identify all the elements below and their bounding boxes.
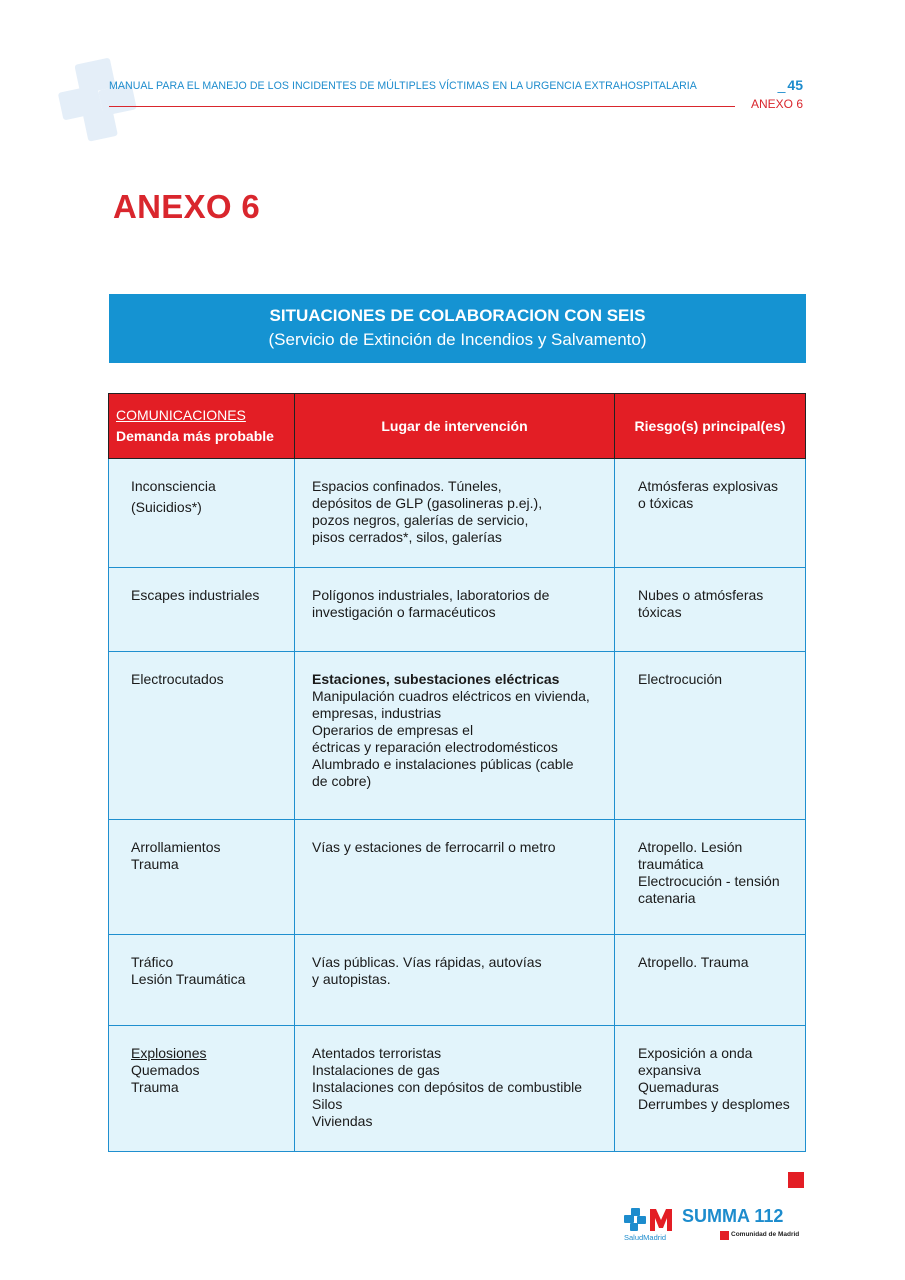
- cell-line: Atentados terroristas: [312, 1045, 442, 1061]
- cell-line: tóxicas: [638, 604, 682, 620]
- demand-cell: [109, 652, 295, 820]
- place-cell: [295, 568, 615, 652]
- demand-cell: [109, 1026, 295, 1152]
- cell-line: Trauma: [131, 856, 179, 872]
- cell-line: Tráfico: [131, 954, 174, 970]
- cell-line: o tóxicas: [638, 495, 694, 511]
- header-demand-label: Demanda más probable: [116, 428, 274, 444]
- page-title: ANEXO 6: [113, 188, 260, 225]
- table-row: [109, 459, 806, 568]
- cell-line: Inconsciencia: [131, 478, 216, 494]
- cell-line: Electrocución - tensión: [638, 873, 780, 889]
- table-header-row: [109, 394, 806, 459]
- banner-subtitle: (Servicio de Extinción de Incendios y Salvamento): [268, 330, 647, 349]
- table-banner: [109, 294, 806, 363]
- cell-line: Atropello. Lesión: [638, 839, 743, 855]
- cell-line: Nubes o atmósferas: [638, 587, 764, 603]
- cell-line: Electrocución: [638, 671, 723, 687]
- cell-line: traumática: [638, 856, 704, 872]
- cell-line: Trauma: [131, 1079, 179, 1095]
- cell-line: Escapes industriales: [131, 587, 260, 603]
- risk-cell: [615, 935, 806, 1026]
- table-row: [109, 820, 806, 935]
- salud-madrid-logo-icon: [622, 1206, 678, 1232]
- cell-line: Polígonos industriales, laboratorios de: [312, 587, 550, 603]
- cell-line: Viviendas: [312, 1113, 373, 1129]
- comunidad-madrid-flag-icon: [720, 1231, 729, 1240]
- cell-line: Silos: [312, 1096, 343, 1112]
- cell-line: Vías públicas. Vías rápidas, autovías: [312, 954, 542, 970]
- table-row: [109, 568, 806, 652]
- cell-line: (Suicidios*): [131, 499, 202, 515]
- summa-112-logo-text: SUMMA 112: [682, 1206, 784, 1226]
- cell-line: Atropello. Trauma: [638, 954, 749, 970]
- cell-line: pisos cerrados*, silos, galerías: [312, 529, 502, 545]
- cell-line: Alumbrado e instalaciones públicas (cable: [312, 756, 574, 772]
- running-header: [109, 78, 803, 114]
- cell-line: Manipulación cuadros eléctricos en vivienda,: [312, 688, 590, 704]
- place-cell: [295, 459, 615, 568]
- manual-title: MANUAL PARA EL MANEJO DE LOS INCIDENTES DE MÚLTIPLES VÍCTIMAS EN LA URGENCIA EXTRAHOSPITALARIA: [109, 80, 697, 92]
- table-row: [109, 1026, 806, 1152]
- cell-line: investigación o farmacéuticos: [312, 604, 496, 620]
- footer-logos: [622, 1206, 812, 1246]
- page-number: _ 45: [777, 77, 803, 93]
- header-communications-label: COMUNICACIONES: [116, 407, 246, 423]
- situations-table: [108, 393, 806, 1152]
- cell-line: Instalaciones de gas: [312, 1062, 440, 1078]
- cell-line: Electrocutados: [131, 671, 224, 687]
- cell-line: Quemaduras: [638, 1079, 719, 1095]
- cell-line: Derrumbes y desplomes: [638, 1096, 790, 1112]
- cell-line: pozos negros, galerías de servicio,: [312, 512, 529, 528]
- table-row: [109, 652, 806, 820]
- demand-cell: [109, 459, 295, 568]
- cell-line: Vías y estaciones de ferrocarril o metro: [312, 839, 556, 855]
- cell-line: Arrollamientos: [131, 839, 221, 855]
- risk-cell: [615, 568, 806, 652]
- demand-cell: [109, 935, 295, 1026]
- place-cell: [295, 935, 615, 1026]
- cell-line: Explosiones: [131, 1045, 207, 1061]
- cell-line: Atmósferas explosivas: [638, 478, 779, 494]
- header-communications: [109, 394, 295, 459]
- cell-line: Exposición a onda: [638, 1045, 753, 1061]
- risk-cell: [615, 1026, 806, 1152]
- cell-line-bold: Estaciones, subestaciones eléctricas: [312, 671, 560, 687]
- header-risk: Riesgo(s) principal(es): [615, 394, 806, 459]
- cell-line: y autopistas.: [312, 971, 391, 987]
- cell-line: Lesión Traumática: [131, 971, 246, 987]
- cell-line: de cobre): [312, 773, 372, 789]
- place-cell: [295, 652, 615, 820]
- demand-cell: [109, 568, 295, 652]
- cell-line: Operarios de empresas el: [312, 722, 474, 738]
- header-section: ANEXO 6: [750, 97, 803, 111]
- header-place: Lugar de intervención: [295, 394, 615, 459]
- risk-cell: [615, 652, 806, 820]
- cell-line: expansiva: [638, 1062, 702, 1078]
- cell-line: éctricas y reparación electrodomésticos: [312, 739, 558, 755]
- place-cell: [295, 820, 615, 935]
- risk-cell: [615, 820, 806, 935]
- place-cell: [295, 1026, 615, 1152]
- cell-line: Instalaciones con depósitos de combustible: [312, 1079, 583, 1095]
- cell-line: catenaria: [638, 890, 696, 906]
- cell-line: depósitos de GLP (gasolineras p.ej.),: [312, 495, 543, 511]
- cell-line: Espacios confinados. Túneles,: [312, 478, 502, 494]
- demand-cell: [109, 820, 295, 935]
- table-row: [109, 935, 806, 1026]
- cell-line: Quemados: [131, 1062, 200, 1078]
- header-rule: [109, 106, 735, 107]
- end-marker-square: [788, 1172, 804, 1188]
- salud-madrid-label: SaludMadrid: [624, 1233, 667, 1242]
- cell-line: empresas, industrias: [312, 705, 442, 721]
- risk-cell: [615, 459, 806, 568]
- comunidad-madrid-label: Comunidad de Madrid: [731, 1231, 800, 1238]
- banner-title: SITUACIONES DE COLABORACION CON SEIS: [269, 306, 646, 325]
